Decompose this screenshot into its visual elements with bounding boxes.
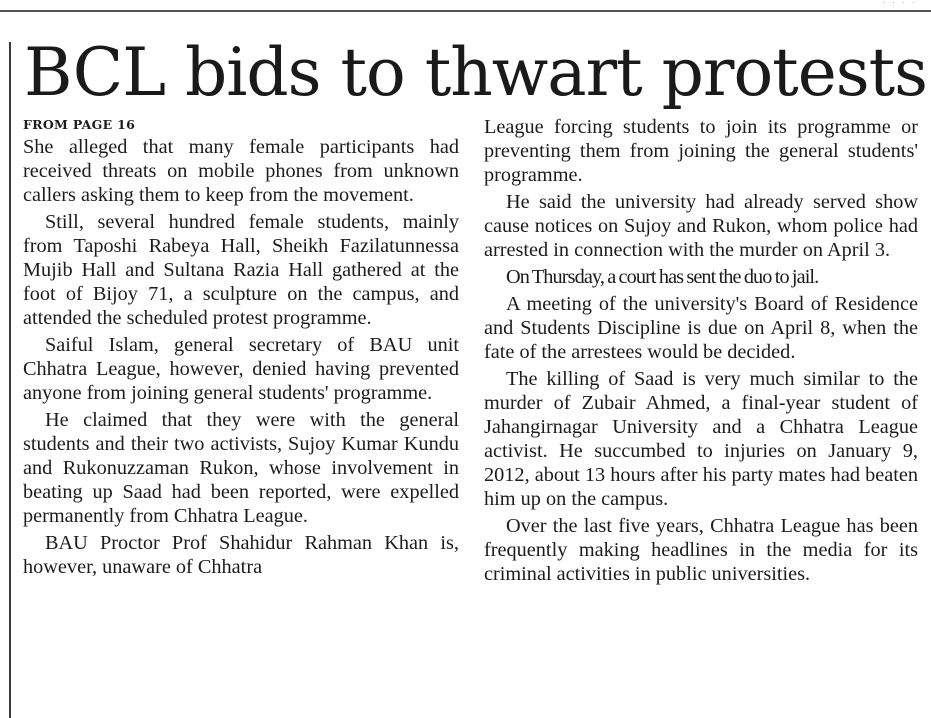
right-column: [484, 115, 918, 589]
paragraph: BAU Proctor Prof Shahidur Rahman Khan is, however, unaware of Chhatra: [23, 532, 459, 578]
page-header-strip: · · · ·: [882, 0, 917, 7]
paragraph: He claimed that they were with the general students and their two activists, Sujoy Kumar Kundu and Rukonuzzaman Rukon, whose involvement in beating up Saad had been reported, were expelled permanently from Chhatra League.: [23, 409, 459, 527]
paragraph: He said the university had already served show cause notices on Sujoy and Rukon, whom police had arrested in connection with the murder on April 3.: [484, 191, 918, 261]
paragraph: A meeting of the university's Board of Residence and Students Discipline is due on April 8, when the fate of the arrestees would be decided.: [484, 293, 918, 363]
paragraph: The killing of Saad is very much similar to the murder of Zubair Ahmed, a final-year student of Jahangirnagar University and a Chhatra League activist. He succumbed to injuries on January 9, 2012, about 13 hours after his party mates had beaten him up on the campus.: [484, 368, 918, 510]
paragraph: Over the last five years, Chhatra League has been frequently making headlines in the media for its criminal activities in public universities.: [484, 515, 918, 585]
headline: BCL bids to thwart protests: [24, 34, 928, 111]
dateline: FROM PAGE 16: [23, 117, 136, 132]
paragraph: She alleged that many female participants had received threats on mobile phones from unknown callers asking them to keep from the movement.: [23, 136, 459, 206]
paragraph: Saiful Islam, general secretary of BAU unit Chhatra League, however, denied having prevented anyone from joining general students' programme.: [23, 334, 459, 404]
top-rule: [0, 10, 931, 12]
left-column: [23, 115, 459, 582]
column-rule: [9, 42, 11, 718]
paragraph: Still, several hundred female students, mainly from Taposhi Rabeya Hall, Sheikh Fazilatunnessa Mujib Hall and Sultana Razia Hall gathered at the foot of Bijoy 71, a sculpture on the campus, and attended the scheduled protest programme.: [23, 211, 459, 329]
paragraph: League forcing students to join its programme or preventing them from joining the general students' programme.: [484, 116, 918, 186]
paragraph: On Thursday, a court has sent the duo to jail.: [506, 266, 819, 288]
